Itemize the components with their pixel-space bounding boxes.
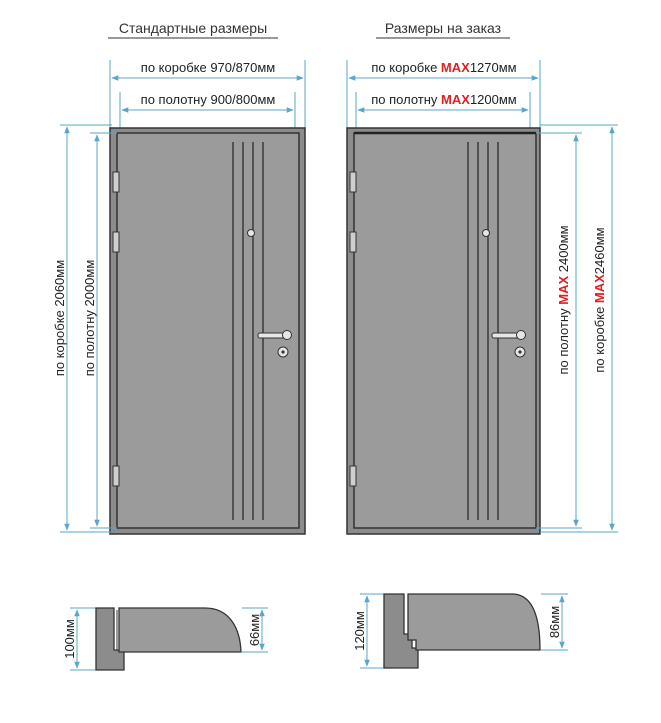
- custom-door-leaf: [354, 133, 536, 528]
- hinge-icon: [350, 232, 356, 252]
- standard-door: [52, 60, 305, 534]
- custom-profile-leaf-label: 86мм: [547, 605, 562, 639]
- hinge-icon: [350, 172, 356, 192]
- standard-leaf-profile: [119, 608, 241, 652]
- standard-box-width-label: по коробке 970/870мм: [140, 60, 276, 75]
- standard-door-leaf: [117, 133, 299, 528]
- standard-leaf-width-label: по полотну 900/800мм: [140, 92, 276, 107]
- custom-leaf-height-label: по полотну MAX 2400мм: [556, 225, 571, 375]
- hinge-icon: [350, 466, 356, 486]
- custom-leaf-profile: [408, 594, 540, 650]
- custom-profile-total-label: 120мм: [352, 611, 367, 651]
- heading-standard: Стандартные размеры: [118, 20, 268, 36]
- custom-box-height-label: по коробке MAX2460мм: [592, 227, 607, 373]
- heading-custom: Размеры на заказ: [384, 20, 502, 36]
- custom-profile-section: [352, 594, 568, 668]
- standard-profile-section: [62, 608, 268, 670]
- peephole-icon: [483, 230, 490, 237]
- custom-leaf-width-label: по полотну MAX1200мм: [371, 92, 517, 107]
- custom-box-width-label: по коробке MAX1270мм: [371, 60, 517, 75]
- standard-leaf-height-label: по полотну 2000мм: [82, 259, 97, 377]
- standard-profile-total-label: 100мм: [62, 619, 77, 659]
- standard-box-height-label: по коробке 2060мм: [52, 259, 67, 377]
- custom-door: [347, 60, 618, 534]
- standard-profile-leaf-label: 66мм: [247, 613, 262, 647]
- hinge-icon: [113, 172, 119, 192]
- peephole-icon: [248, 230, 255, 237]
- hinge-icon: [113, 466, 119, 486]
- hinge-icon: [113, 232, 119, 252]
